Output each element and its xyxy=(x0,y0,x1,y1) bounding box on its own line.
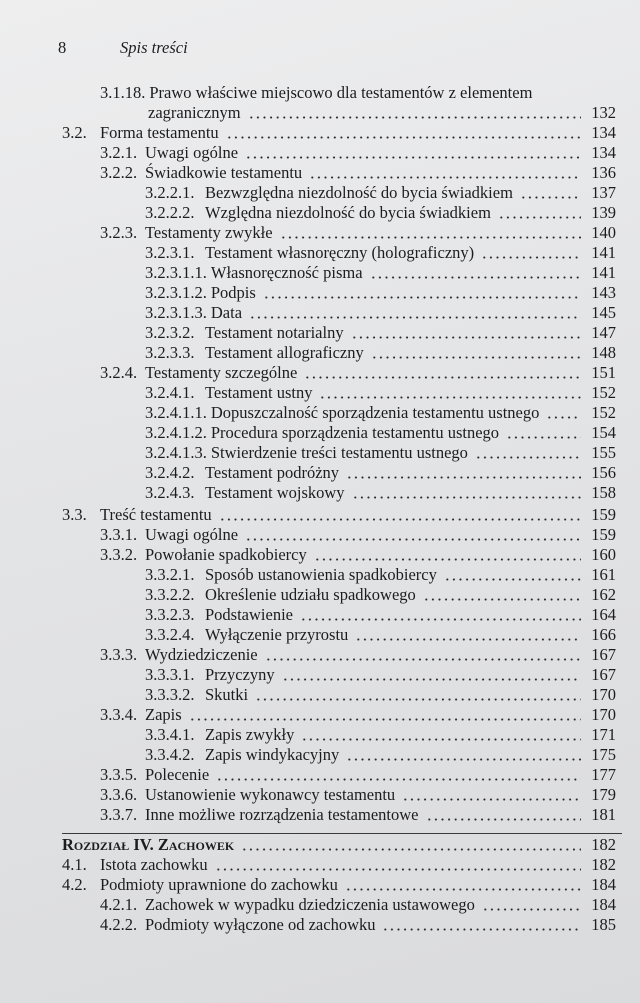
section-title: Świadkowie testamentu xyxy=(145,163,303,182)
toc-entry xyxy=(0,705,640,725)
toc-entry xyxy=(0,565,640,585)
toc-entry-continuation xyxy=(0,103,640,123)
dot-leader xyxy=(546,403,581,423)
section-title: Przyczyny xyxy=(205,665,275,684)
section-title: Własnoręczność pisma xyxy=(210,263,363,282)
section-title-continuation: zagranicznym xyxy=(148,103,241,122)
section-number: 3.3. xyxy=(62,505,87,524)
page-number: 175 xyxy=(591,745,616,764)
section-title: Zapis xyxy=(145,705,182,724)
dot-leader xyxy=(423,585,581,605)
page-number: 136 xyxy=(591,163,616,182)
dot-leader xyxy=(301,725,581,745)
toc-entry xyxy=(0,645,640,665)
toc-entry xyxy=(0,855,640,875)
page-number: 148 xyxy=(591,343,616,362)
toc-entry xyxy=(0,745,640,765)
dot-leader xyxy=(352,483,581,503)
section-title: Podstawienie xyxy=(205,605,293,624)
toc-entry xyxy=(0,463,640,483)
section-title: Treść testamentu xyxy=(100,505,212,524)
dot-leader xyxy=(241,835,581,855)
page-number: 159 xyxy=(591,505,616,524)
page-number: 152 xyxy=(591,383,616,402)
section-title: Względna niezdolność do bycia świadkiem xyxy=(205,203,491,222)
section-title: Testament własnoręczny (holograficzny) xyxy=(205,243,475,262)
section-title: Testament ustny xyxy=(205,383,313,402)
toc-entry xyxy=(0,343,640,363)
toc-entry xyxy=(0,403,640,423)
dot-leader xyxy=(245,525,581,545)
section-title: Podmioty uprawnione do zachowku xyxy=(100,875,338,894)
section-number: 3.3.2.2. xyxy=(145,585,195,604)
page-number: 182 xyxy=(591,855,616,874)
section-title: Testament wojskowy xyxy=(205,483,345,502)
dot-leader xyxy=(280,223,581,243)
section-title: Sposób ustanowienia spadkobiercy xyxy=(205,565,437,584)
toc-entry xyxy=(0,483,640,503)
dot-leader xyxy=(263,283,581,303)
toc-entry xyxy=(0,875,640,895)
toc-entry xyxy=(0,605,640,625)
toc-entry xyxy=(0,243,640,263)
section-number: 3.1.18. xyxy=(100,83,146,102)
section-title: Data xyxy=(210,303,243,322)
dot-leader xyxy=(300,605,581,625)
toc-entry xyxy=(0,915,640,935)
dot-leader xyxy=(346,463,581,483)
section-number: 3.2.2. xyxy=(100,163,138,182)
toc-entry xyxy=(0,203,640,223)
dot-leader xyxy=(520,183,581,203)
section-number: 3.2.2.2. xyxy=(145,203,195,222)
toc-entry xyxy=(0,143,640,163)
page-number: 147 xyxy=(591,323,616,342)
section-number: 3.2.4.1. xyxy=(145,383,195,402)
dot-leader xyxy=(371,343,581,363)
toc-entry xyxy=(0,383,640,403)
section-number: 3.3.1. xyxy=(100,525,138,544)
toc-entry xyxy=(0,725,640,745)
section-number: 3.2.4.1.1. xyxy=(145,403,207,422)
section-number: 3.2.4.1.2. xyxy=(145,423,207,442)
running-title: Spis treści xyxy=(120,38,188,57)
chapter-divider xyxy=(62,833,622,834)
dot-leader xyxy=(402,785,581,805)
section-title: Testamenty szczególne xyxy=(145,363,298,382)
dot-leader xyxy=(309,163,581,183)
dot-leader xyxy=(370,263,581,283)
dot-leader xyxy=(382,915,581,935)
page-number: 160 xyxy=(591,545,616,564)
page-number: 182 xyxy=(591,835,616,854)
section-number: 3.3.5. xyxy=(100,765,138,784)
page-number: 139 xyxy=(591,203,616,222)
page-number: 184 xyxy=(591,875,616,894)
dot-leader xyxy=(248,103,581,123)
toc-entry xyxy=(0,525,640,545)
chapter-title: Rozdział IV. Zachowek xyxy=(62,835,235,854)
dot-leader xyxy=(444,565,581,585)
toc-entry xyxy=(0,545,640,565)
page-number: 164 xyxy=(591,605,616,624)
section-number: 3.3.2.4. xyxy=(145,625,195,644)
dot-leader xyxy=(245,143,581,163)
page-number: 156 xyxy=(591,463,616,482)
page-number: 167 xyxy=(591,645,616,664)
section-number: 3.3.3.1. xyxy=(145,665,195,684)
toc-entry xyxy=(0,505,640,525)
page-number: 170 xyxy=(591,705,616,724)
page-number: 181 xyxy=(591,805,616,824)
toc-entry xyxy=(0,163,640,183)
page-number: 152 xyxy=(591,403,616,422)
page-number: 161 xyxy=(591,565,616,584)
section-title: Ustanowienie wykonawcy testamentu xyxy=(145,785,396,804)
dot-leader xyxy=(351,323,581,343)
section-title: Bezwzględna niezdolność do bycia świadkiem xyxy=(205,183,513,202)
section-title: Zachowek w wypadku dziedziczenia ustawowego xyxy=(145,895,475,914)
section-number: 3.2.3.3. xyxy=(145,343,195,362)
section-number: 3.2.4.2. xyxy=(145,463,195,482)
section-number: 3.2.3. xyxy=(100,223,138,242)
section-title: Dopuszczalność sporządzenia testamentu ustnego xyxy=(210,403,540,422)
toc-entry xyxy=(0,123,640,143)
page-number: 134 xyxy=(591,123,616,142)
page-number: 177 xyxy=(591,765,616,784)
page-number: 134 xyxy=(591,143,616,162)
dot-leader xyxy=(265,645,581,665)
dot-leader xyxy=(346,745,581,765)
toc-entry xyxy=(0,83,640,103)
page-number: 158 xyxy=(591,483,616,502)
toc-entry xyxy=(0,303,640,323)
section-number: 4.2.2. xyxy=(100,915,138,934)
dot-leader xyxy=(345,875,581,895)
dot-leader xyxy=(226,123,581,143)
toc-entry xyxy=(0,805,640,825)
section-title: Prawo właściwe miejscowo dla testamentów z elementem xyxy=(149,83,533,102)
section-number: 3.3.6. xyxy=(100,785,138,804)
page-number: 171 xyxy=(591,725,616,744)
dot-leader xyxy=(475,443,581,463)
page-number: 166 xyxy=(591,625,616,644)
section-number: 4.2. xyxy=(62,875,87,894)
section-number: 4.2.1. xyxy=(100,895,138,914)
toc-entry xyxy=(0,323,640,343)
page-number: 162 xyxy=(591,585,616,604)
section-number: 3.3.4. xyxy=(100,705,138,724)
section-number: 3.2. xyxy=(62,123,87,142)
section-title: Zapis windykacyjny xyxy=(205,745,340,764)
toc-entry xyxy=(0,223,640,243)
section-number: 3.2.3.1.3. xyxy=(145,303,207,322)
page-number: 170 xyxy=(591,685,616,704)
section-title: Stwierdzenie treści testamentu ustnego xyxy=(210,443,468,462)
dot-leader xyxy=(426,805,582,825)
chapter-heading xyxy=(0,835,640,855)
section-number: 3.2.4.1.3. xyxy=(145,443,207,462)
section-title: Określenie udziału spadkowego xyxy=(205,585,416,604)
section-number: 3.3.2.3. xyxy=(145,605,195,624)
dot-leader xyxy=(304,363,581,383)
page-number: 167 xyxy=(591,665,616,684)
dot-leader xyxy=(282,665,581,685)
section-number: 3.2.1. xyxy=(100,143,138,162)
section-number: 3.2.2.1. xyxy=(145,183,195,202)
dot-leader xyxy=(189,705,581,725)
dot-leader xyxy=(355,625,581,645)
table-of-contents xyxy=(0,83,640,935)
section-number: 3.2.3.1. xyxy=(145,243,195,262)
page-number: 132 xyxy=(591,103,616,122)
page-number: 179 xyxy=(591,785,616,804)
section-number: 3.2.4.3. xyxy=(145,483,195,502)
section-title: Zapis zwykły xyxy=(205,725,295,744)
section-title: Procedura sporządzenia testamentu ustnego xyxy=(210,423,500,442)
page-number: 151 xyxy=(591,363,616,382)
section-title: Skutki xyxy=(205,685,249,704)
section-title: Polecenie xyxy=(145,765,210,784)
running-header xyxy=(0,38,640,58)
toc-entry xyxy=(0,685,640,705)
section-title: Wyłączenie przyrostu xyxy=(205,625,349,644)
section-number: 3.3.2. xyxy=(100,545,138,564)
section-number: 3.3.2.1. xyxy=(145,565,195,584)
section-title: Powołanie spadkobiercy xyxy=(145,545,307,564)
section-number: 3.3.4.2. xyxy=(145,745,195,764)
dot-leader xyxy=(314,545,581,565)
toc-entry xyxy=(0,665,640,685)
dot-leader xyxy=(319,383,581,403)
section-title: Uwagi ogólne xyxy=(145,525,239,544)
header-page-number: 8 xyxy=(58,38,67,57)
dot-leader xyxy=(215,855,581,875)
toc-entry xyxy=(0,423,640,443)
page-number: 185 xyxy=(591,915,616,934)
toc-entry xyxy=(0,363,640,383)
section-number: 3.3.4.1. xyxy=(145,725,195,744)
section-number: 3.2.4. xyxy=(100,363,138,382)
section-title: Forma testamentu xyxy=(100,123,219,142)
page-number: 155 xyxy=(591,443,616,462)
toc-entry xyxy=(0,785,640,805)
toc-entry xyxy=(0,443,640,463)
section-title: Podpis xyxy=(210,283,256,302)
section-number: 3.2.3.1.1. xyxy=(145,263,207,282)
section-number: 3.3.7. xyxy=(100,805,138,824)
section-title: Testamenty zwykłe xyxy=(145,223,273,242)
section-number: 3.3.3.2. xyxy=(145,685,195,704)
page-number: 141 xyxy=(591,243,616,262)
section-number: 3.3.3. xyxy=(100,645,138,664)
section-title: Podmioty wyłączone od zachowku xyxy=(145,915,376,934)
section-title: Testament podróżny xyxy=(205,463,340,482)
section-number: 3.2.3.1.2. xyxy=(145,283,207,302)
page-number: 143 xyxy=(591,283,616,302)
dot-leader xyxy=(481,243,581,263)
section-number: 4.1. xyxy=(62,855,87,874)
toc-entry xyxy=(0,585,640,605)
dot-leader xyxy=(498,203,581,223)
page-number: 137 xyxy=(591,183,616,202)
page-number: 159 xyxy=(591,525,616,544)
dot-leader xyxy=(219,505,581,525)
section-title: Uwagi ogólne xyxy=(145,143,239,162)
dot-leader xyxy=(249,303,581,323)
section-number: 3.2.3.2. xyxy=(145,323,195,342)
dot-leader xyxy=(482,895,581,915)
page-number: 184 xyxy=(591,895,616,914)
section-title: Wydziedziczenie xyxy=(145,645,258,664)
section-title: Testament allograficzny xyxy=(205,343,364,362)
page-number: 145 xyxy=(591,303,616,322)
section-title: Istota zachowku xyxy=(100,855,208,874)
toc-entry xyxy=(0,263,640,283)
page-number: 141 xyxy=(591,263,616,282)
toc-entry xyxy=(0,765,640,785)
section-title: Inne możliwe rozrządzenia testamentowe xyxy=(145,805,419,824)
dot-leader xyxy=(255,685,581,705)
page-number: 140 xyxy=(591,223,616,242)
toc-entry xyxy=(0,895,640,915)
toc-entry xyxy=(0,625,640,645)
dot-leader xyxy=(506,423,581,443)
toc-entry xyxy=(0,183,640,203)
toc-entry xyxy=(0,283,640,303)
section-title: Testament notarialny xyxy=(205,323,344,342)
dot-leader xyxy=(216,765,581,785)
page-number: 154 xyxy=(591,423,616,442)
